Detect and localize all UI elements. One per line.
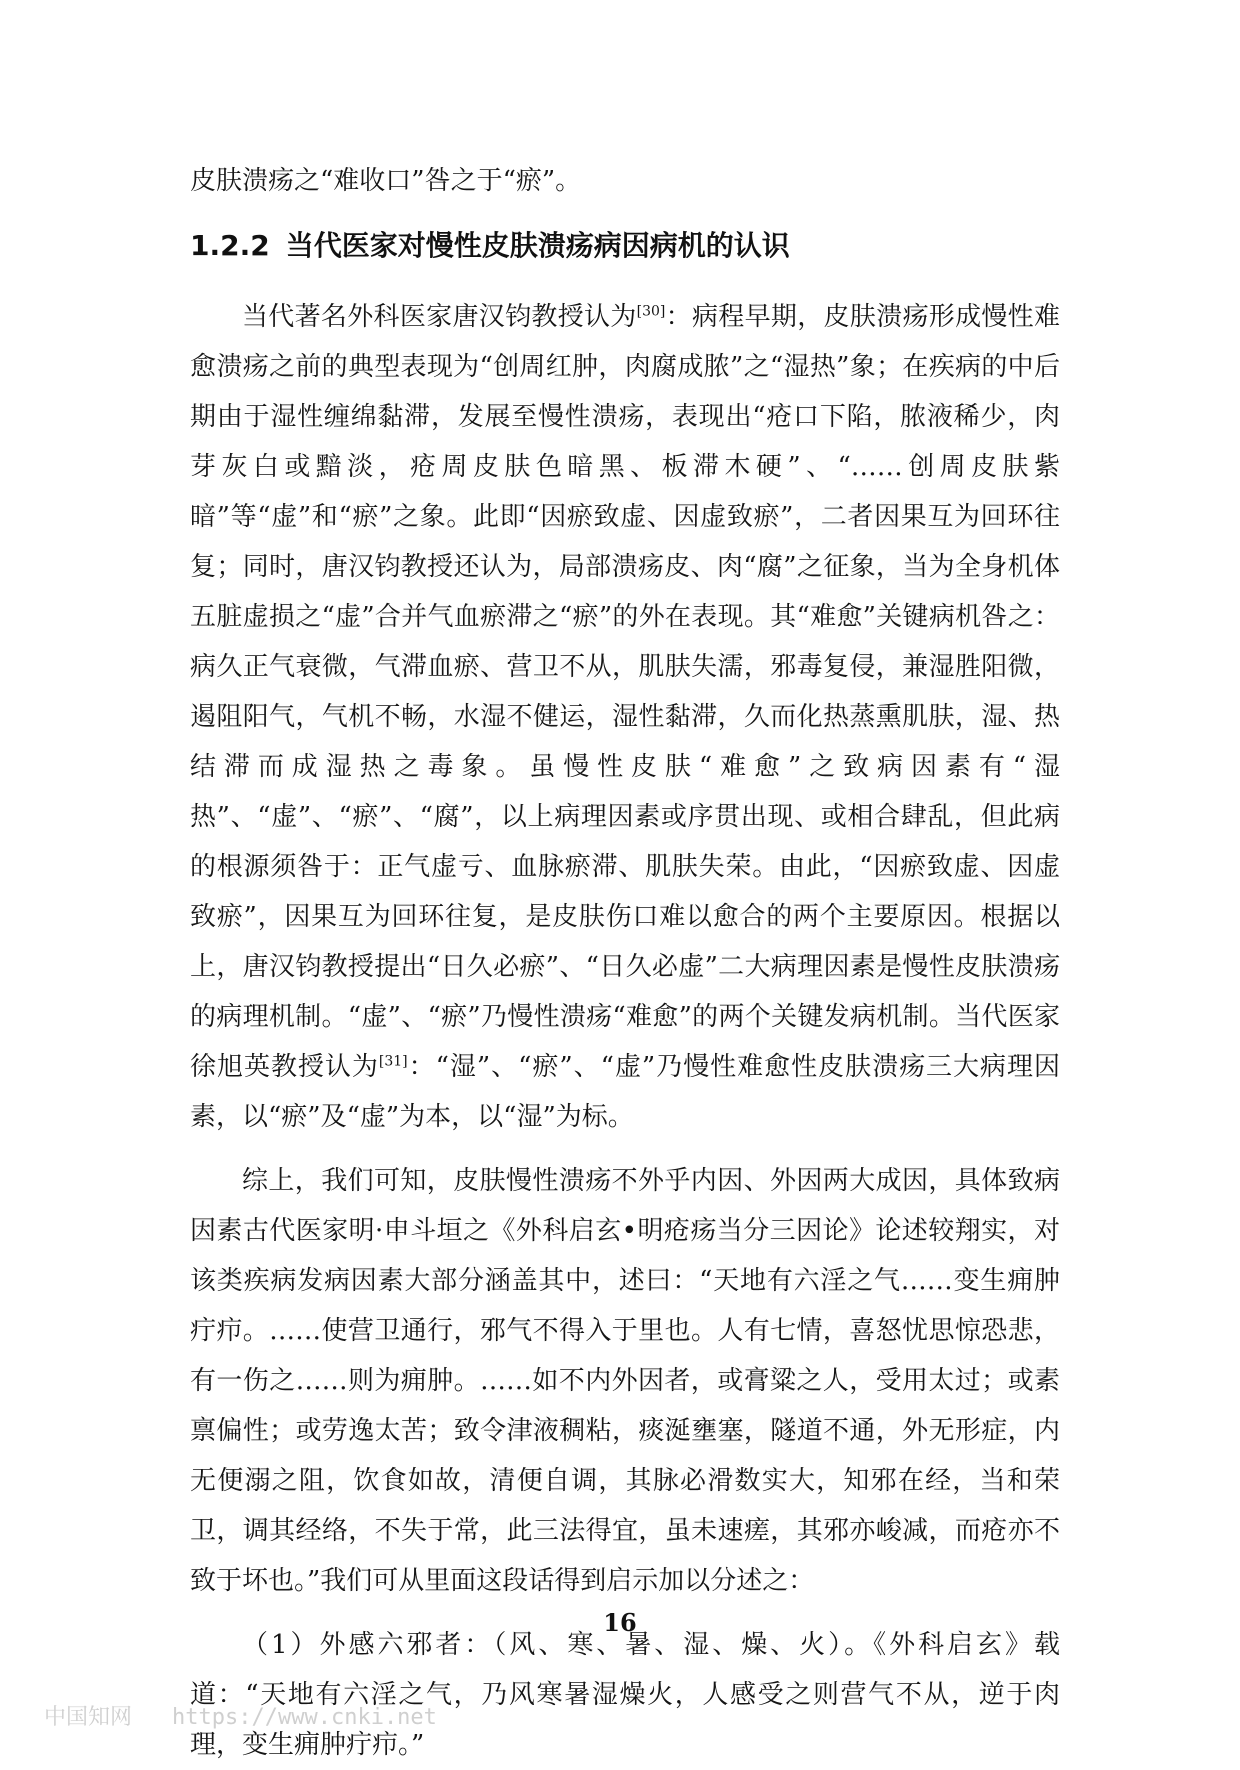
paragraph-3: （1）外感六邪者：（风、寒、暑、湿、燥、火）。《外科启玄》载道：“天地有六淫之气，乃风寒暑湿燥火，人感受之则营气不从，逆于肉理，变生痈肿疔疖。”: [190, 1630, 1060, 1760]
citation-ref-31: [31]: [378, 1053, 408, 1070]
opening-line: 皮肤溃疡之“难收口”咎之于“瘀”。: [190, 166, 582, 196]
paragraph-1: [190, 292, 1060, 1142]
watermark: [44, 1700, 437, 1731]
paragraph-1-text-b: ：病程早期，皮肤溃疡形成慢性难愈溃疡之前的典型表现为“创周红肿，肉腐成脓”之“湿热”象；在疾病的中后期由于湿性缠绵黏滞，发展至慢性溃疡，表现出“疮口下陷，脓液稀少，肉芽灰白或黯淡，疮周皮肤色暗黑、板滞木硬”、“……创周皮肤紫暗”等“虚”和“瘀”之象。此即“因瘀致虚、因虚致瘀”，二者因果互为回环往复；同时，唐汉钧教授还认为，局部溃疡皮、肉“腐”之征象，当为全身机体五脏虚损之“虚”合并气血瘀滞之“瘀”的外在表现。其“难愈”关键病机咎之：病久正气衰微，气滞血瘀、营卫不从，肌肤失濡，邪毒复侵，兼湿胜阳微，遏阻阳气，气机不畅，水湿不健运，湿性黏滞，久而化热蒸熏肌肤，湿、热结滞而成湿热之毒象。虽慢性皮肤“难愈”之致病因素有“湿热”、“虚”、“瘀”、“腐”，以上病理因素或序贯出现、或相合肆乱，但此病的根源须咎于：正气虚亏、血脉瘀滞、肌肤失荣。由此，“因瘀致虚、因虚致瘀”，因果互为回环往复，是皮肤伤口难以愈合的两个主要原因。根据以上，唐汉钧教授提出“日久必瘀”、“日久必虚”二大病理因素是慢性皮肤溃疡的病理机制。“虚”、“瘀”乃慢性溃疡“难愈”的两个关键发病机制。当代医家徐旭英教授认为: [190, 302, 1060, 1082]
paragraph-2: 综上，我们可知，皮肤慢性溃疡不外乎内因、外因两大成因，具体致病因素古代医家明·申斗垣之《外科启玄•明疮疡当分三因论》论述较翔实，对该类疾病发病因素大部分涵盖其中，述曰：“天地有六淫之气……变生痈肿疔疖。……使营卫通行，邪气不得入于里也。人有七情，喜怒忧思惊恐悲，有一伤之……则为痈肿。……如不内外因者，或膏粱之人，受用太过；或素禀偏性；或劳逸太苦；致令津液稠粘，痰涎壅塞，隧道不通，外无形症，内无便溺之阻，饮食如故，清便自调，其脉必滑数实大，知邪在经，当和荣卫，调其经络，不失于常，此三法得宜，虽未速瘥，其邪亦峻减，而疮亦不致于坏也。”我们可从里面这段话得到启示加以分述之：: [190, 1166, 1060, 1596]
watermark-name: 中国知网: [44, 1705, 133, 1730]
citation-ref-30: [30]: [636, 303, 666, 320]
watermark-url: https://www.cnki.net: [172, 1705, 437, 1730]
section-number: 1.2.2: [190, 229, 270, 262]
page-number: 16: [603, 1608, 637, 1637]
section-title: 当代医家对慢性皮肤溃疡病因病机的认识: [285, 229, 790, 262]
paragraph-1-text-c: ：“湿”、“瘀”、“虚”乃慢性难愈性皮肤溃疡三大病理因素，以“瘀”及“虚”为本，以“湿”为标。: [190, 1052, 1060, 1132]
paragraph-1-text-a: 当代著名外科医家唐汉钧教授认为: [242, 302, 637, 332]
page-content: [190, 150, 1060, 1770]
section-heading: [190, 222, 1060, 270]
